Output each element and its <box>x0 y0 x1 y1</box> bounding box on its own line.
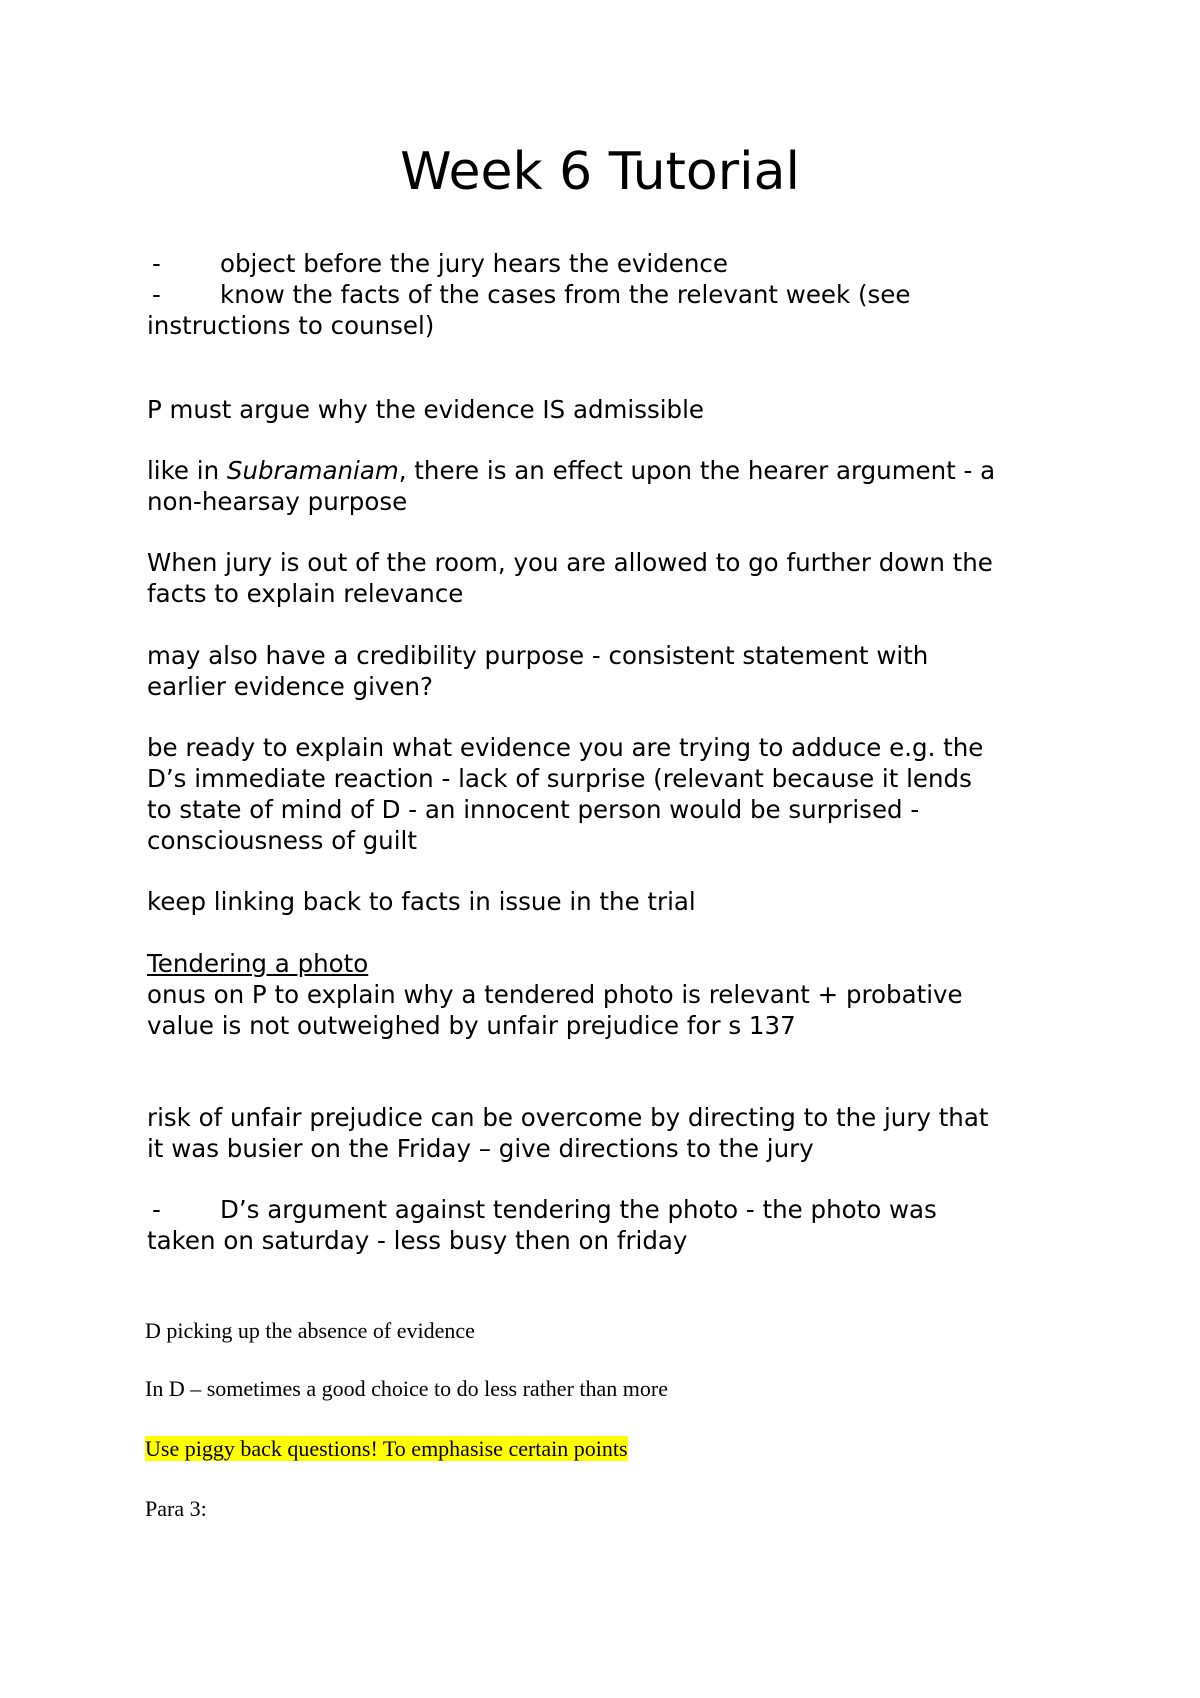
bullet-item <box>147 248 1077 279</box>
page-title: Week 6 Tutorial <box>400 142 800 202</box>
case-name: Subramaniam <box>226 456 399 485</box>
text-segment: , there is an effect upon the hearer argument - a <box>398 456 996 485</box>
text-line: earlier evidence given? <box>147 672 434 701</box>
paragraph-credibility <box>147 640 1077 702</box>
paragraph-be-ready <box>147 732 1077 856</box>
bullet-item <box>147 1194 1077 1256</box>
paragraph-risk <box>147 1102 1077 1164</box>
bullet-text-line1: D’s argument against tendering the photo - the photo was <box>220 1195 937 1224</box>
text-line: it was busier on the Friday – give directions to the jury <box>147 1134 814 1163</box>
text-line: to state of mind of D - an innocent person would be surprised - <box>147 795 920 824</box>
highlighted-text: Use piggy back questions! To emphasise certain points <box>145 1436 628 1461</box>
paragraph-keep-linking: keep linking back to facts in issue in the trial <box>147 887 696 916</box>
bullet-text: object before the jury hears the evidence <box>220 249 728 278</box>
text-line: consciousness of guilt <box>147 826 417 855</box>
text-line: risk of unfair prejudice can be overcome by directing to the jury that <box>147 1103 989 1132</box>
paragraph-jury-out <box>147 547 1077 609</box>
text-line: be ready to explain what evidence you are trying to adduce e.g. the <box>147 733 984 762</box>
bullet-dash: - <box>152 249 161 278</box>
bullet-text-line1: know the facts of the cases from the relevant week (see <box>220 280 911 309</box>
paragraph-subramaniam <box>147 455 1077 517</box>
text-line: may also have a credibility purpose - consistent statement with <box>147 641 929 670</box>
note-piggy-back <box>145 1435 1045 1463</box>
section-heading: Tendering a photo <box>147 949 369 978</box>
note-para-3: Para 3: <box>145 1496 207 1521</box>
text-line: D’s immediate reaction - lack of surprise (relevant because it lends <box>147 764 972 793</box>
bullet-text-line2: instructions to counsel) <box>147 311 435 340</box>
text-line: value is not outweighed by unfair prejudice for s 137 <box>147 1011 796 1040</box>
text-segment: non-hearsay purpose <box>147 487 408 516</box>
text-segment: like in <box>147 456 227 485</box>
text-line: facts to explain relevance <box>147 579 464 608</box>
bullet-dash: - <box>152 1195 161 1224</box>
text-line: When jury is out of the room, you are allowed to go further down the <box>147 548 993 577</box>
bullet-text-line2: taken on saturday - less busy then on friday <box>147 1226 688 1255</box>
bullet-dash: - <box>152 280 161 309</box>
note-in-d: In D – sometimes a good choice to do less rather than more <box>145 1376 668 1401</box>
paragraph-p-must: P must argue why the evidence IS admissible <box>147 395 704 424</box>
bullet-item <box>147 279 1077 341</box>
text-line: onus on P to explain why a tendered photo is relevant + probative <box>147 980 963 1009</box>
note-absence: D picking up the absence of evidence <box>145 1318 475 1343</box>
section-tendering <box>147 948 1077 1041</box>
